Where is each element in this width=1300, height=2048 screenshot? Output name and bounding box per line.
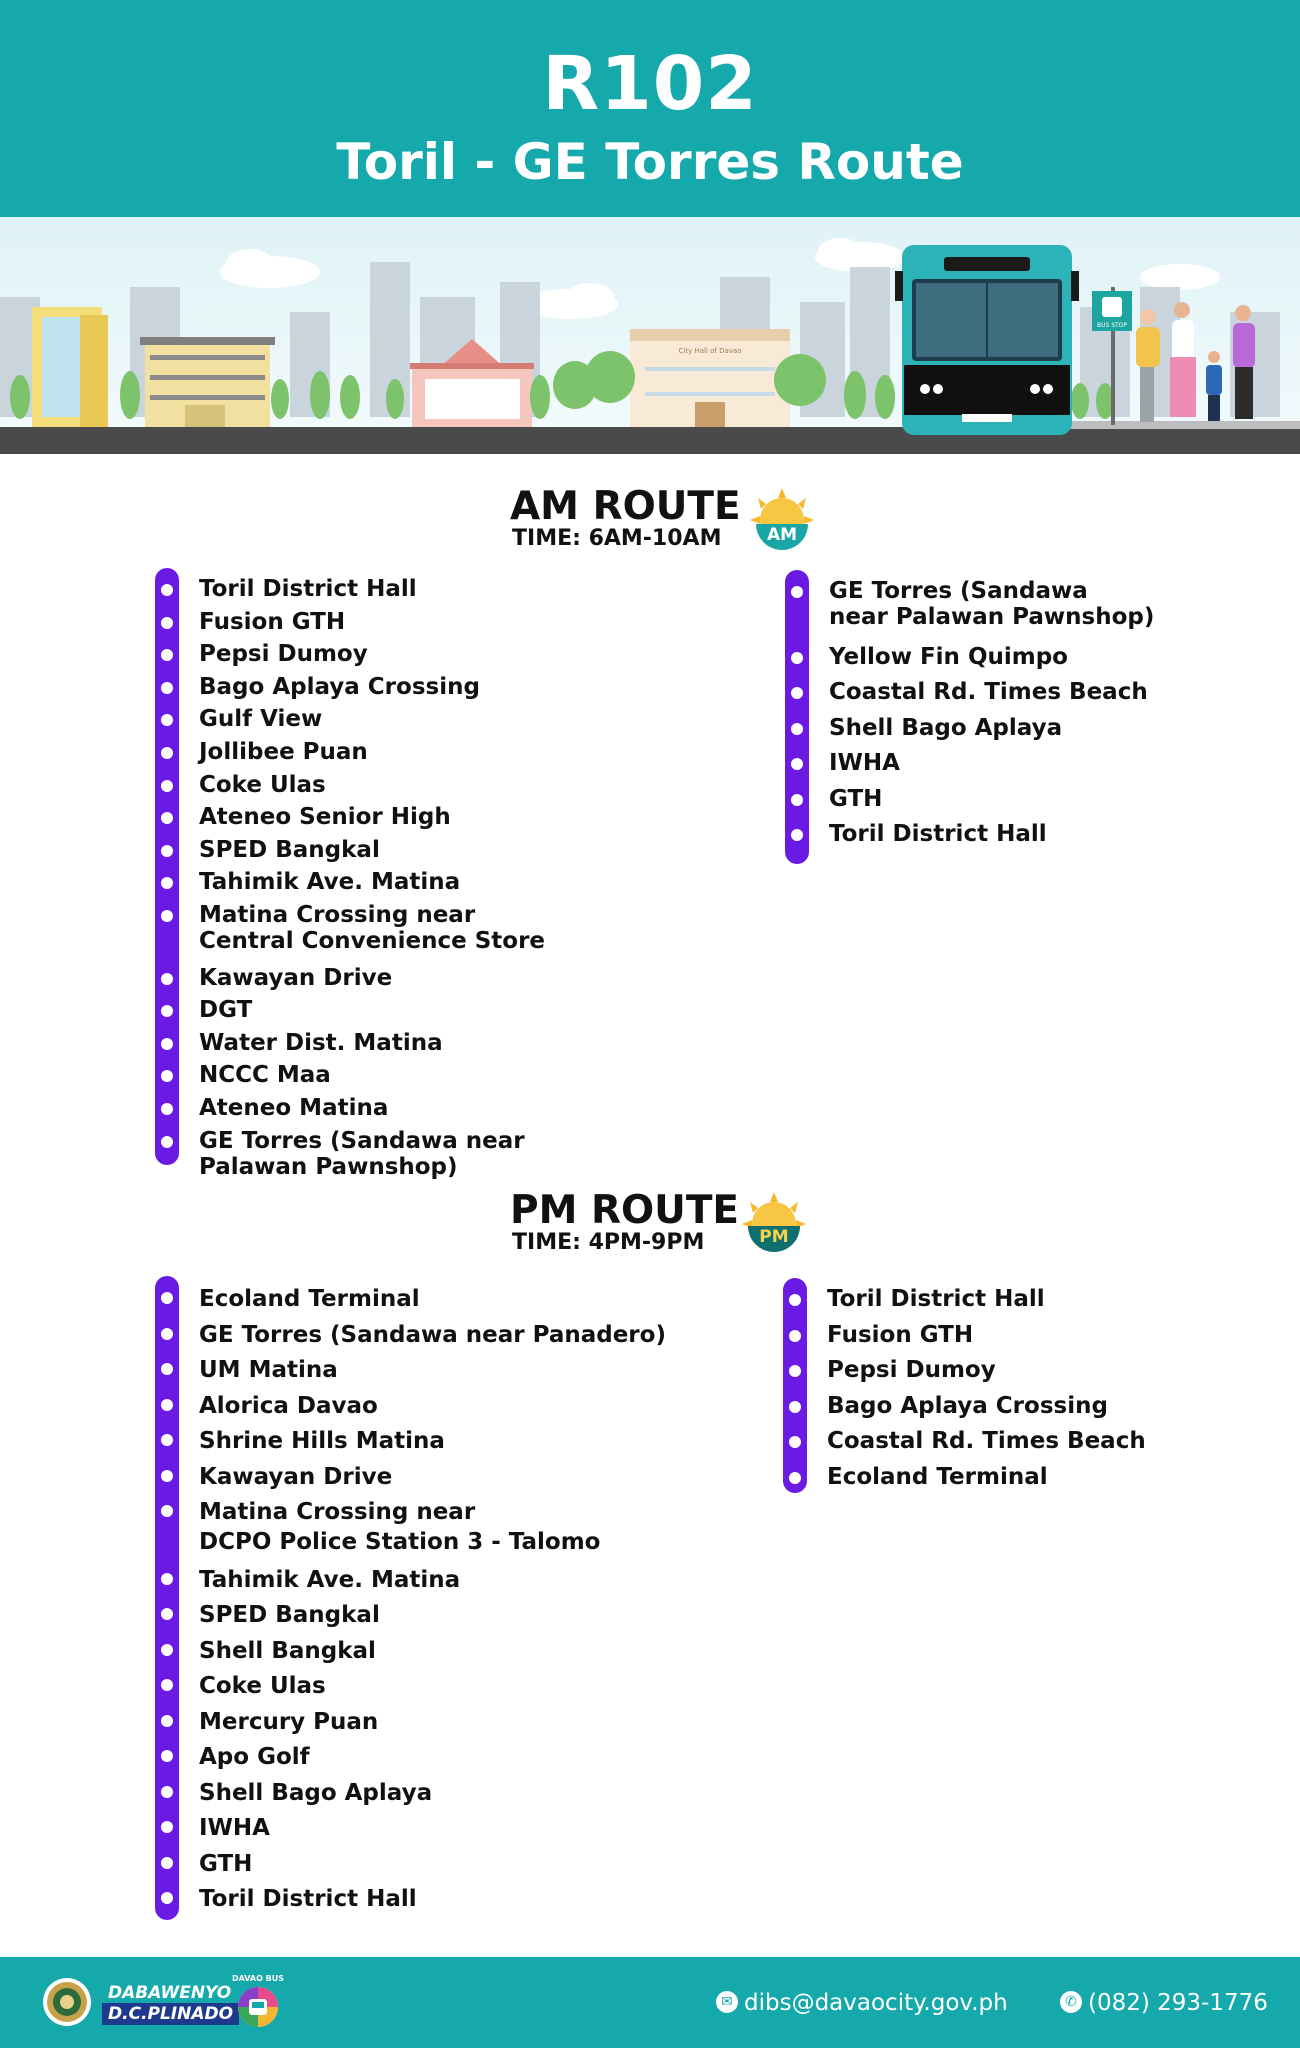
- stop-dot: [791, 723, 803, 735]
- stop-dot: [161, 910, 173, 922]
- am-return-rail: [785, 570, 809, 864]
- stop-dot: [161, 682, 173, 694]
- stop-dot: [791, 829, 803, 841]
- stop-dot: [161, 1470, 173, 1482]
- stop-dot: [161, 1292, 173, 1304]
- route-code: R102: [542, 41, 758, 127]
- stop-dot: [791, 794, 803, 806]
- stop-dot: [161, 1399, 173, 1411]
- bus-stop-sign-text: BUS STOP: [1096, 322, 1128, 329]
- stop-label: Gulf View: [199, 706, 323, 733]
- yellow-tower-building: [32, 307, 108, 427]
- stop-dot: [161, 845, 173, 857]
- stop-dot: [789, 1294, 801, 1306]
- stop-label: Pepsi Dumoy: [827, 1357, 996, 1383]
- davao-bus-logo-icon: [232, 1971, 284, 2031]
- pm-return-column: [783, 1278, 1263, 1498]
- header-banner: [0, 0, 1300, 217]
- stop-label: IWHA: [199, 1815, 270, 1841]
- pm-return-rail: [783, 1278, 807, 1493]
- stop-dot: [161, 1328, 173, 1340]
- stop-label: Pepsi Dumoy: [199, 641, 368, 668]
- stop-dot: [791, 687, 803, 699]
- stop-dot: [161, 1786, 173, 1798]
- stop-dot: [161, 1505, 173, 1517]
- am-return-column: [785, 570, 1265, 870]
- stop-dot: [161, 1644, 173, 1656]
- stop-label: Ateneo Matina: [199, 1095, 389, 1121]
- stop-label: Water Dist. Matina: [199, 1029, 443, 1056]
- am-outbound-column: [155, 568, 715, 1180]
- stop-label: Alorica Davao: [199, 1392, 378, 1419]
- bus-icon: [895, 245, 1079, 435]
- city-hall-building: [630, 329, 790, 427]
- stop-label: Shell Bangkal: [199, 1637, 376, 1664]
- stop-label: Shell Bago Aplaya: [199, 1779, 433, 1806]
- stop-dot: [789, 1401, 801, 1413]
- stop-label: GE Torres (Sandawa near Palawan Pawnshop): [829, 578, 1155, 630]
- stop-label: GE Torres (Sandawa near Palawan Pawnshop): [199, 1127, 525, 1180]
- stop-label: Coastal Rd. Times Beach: [827, 1428, 1146, 1454]
- davao-city-seal-icon: [42, 1977, 92, 2027]
- stop-label: Toril District Hall: [199, 1886, 417, 1912]
- brand-dcplinado: D.C.PLINADO: [102, 2003, 239, 2025]
- footer: [0, 1957, 1300, 2048]
- stop-label: Fusion GTH: [827, 1321, 974, 1348]
- stop-dot: [161, 780, 173, 792]
- sun-am-icon: [748, 486, 816, 554]
- stop-label: DGT: [199, 997, 253, 1024]
- sun-pm-icon: [740, 1190, 808, 1258]
- stop-label: GE Torres (Sandawa near Panadero): [199, 1321, 666, 1348]
- stop-dot: [161, 1608, 173, 1620]
- stop-label: Coke Ulas: [199, 771, 326, 798]
- stop-dot: [161, 1821, 173, 1833]
- stop-label: Tahimik Ave. Matina: [199, 869, 461, 896]
- pm-outbound-column: [155, 1276, 755, 1926]
- stop-dot: [161, 584, 173, 596]
- apartment-building: [140, 337, 275, 427]
- stop-dot: [161, 747, 173, 759]
- stop-label: NCCC Maa: [199, 1062, 331, 1089]
- am-route-heading: [510, 484, 850, 564]
- stop-label: Apo Golf: [199, 1744, 310, 1770]
- stop-dot: [161, 1038, 173, 1050]
- am-route-time: TIME: 6AM-10AM: [512, 526, 722, 551]
- stop-label: Coke Ulas: [199, 1673, 326, 1699]
- stop-dot: [161, 617, 173, 629]
- stop-label: Bago Aplaya Crossing: [827, 1392, 1108, 1419]
- mail-icon: ✉: [716, 1991, 738, 2013]
- stop-label: Ateneo Senior High: [199, 804, 451, 831]
- city-scene-svg: [0, 217, 1300, 454]
- stop-dot: [789, 1330, 801, 1342]
- stop-label: Tahimik Ave. Matina: [199, 1566, 461, 1593]
- stop-dot: [161, 973, 173, 985]
- stop-label: Fusion GTH: [199, 608, 346, 635]
- stop-dot: [789, 1472, 801, 1484]
- stop-dot: [161, 1679, 173, 1691]
- am-route-title: AM ROUTE: [510, 484, 741, 529]
- stop-dot: [789, 1436, 801, 1448]
- stop-dot: [161, 1103, 173, 1115]
- stop-dot: [161, 1136, 173, 1148]
- stop-dot: [161, 1750, 173, 1762]
- route-name: Toril - GE Torres Route: [336, 133, 964, 191]
- phone-icon: ✆: [1060, 1991, 1082, 2013]
- pm-route-title: PM ROUTE: [510, 1188, 740, 1233]
- stop-label: SPED Bangkal: [199, 836, 380, 863]
- am-badge-label: AM: [766, 525, 798, 545]
- city-scene-illustration: [0, 217, 1300, 454]
- pm-route-heading: [510, 1188, 850, 1268]
- email-link[interactable]: dibs@davaocity.gov.ph: [744, 1990, 1008, 2016]
- stop-dot: [161, 1715, 173, 1727]
- stop-label: SPED Bangkal: [199, 1602, 380, 1628]
- stop-label: Toril District Hall: [199, 576, 417, 602]
- phone-link[interactable]: (082) 293-1776: [1088, 1990, 1268, 2016]
- pm-badge-label: PM: [759, 1227, 789, 1247]
- pm-route-time: TIME: 4PM-9PM: [512, 1230, 705, 1255]
- stop-dot: [161, 1363, 173, 1375]
- davao-bus-logo-text: DAVAO BUS: [232, 1974, 284, 1983]
- stop-label: Jollibee Puan: [199, 739, 368, 765]
- stop-label: IWHA: [829, 750, 900, 776]
- stop-label: Kawayan Drive: [199, 1463, 393, 1490]
- stop-label: Toril District Hall: [827, 1286, 1045, 1312]
- city-hall-sign: City Hall of Davao: [678, 347, 742, 355]
- stop-label: GTH: [199, 1850, 253, 1877]
- brand-dabawenyo: DABAWENYO: [108, 1983, 232, 2003]
- stop-dot: [161, 1573, 173, 1585]
- sidewalk: [1070, 421, 1300, 429]
- stop-label: Shrine Hills Matina: [199, 1428, 445, 1454]
- stop-label: GTH: [829, 785, 883, 812]
- road: [0, 427, 1300, 454]
- stop-label: Matina Crossing near Central Convenience Store: [199, 902, 546, 954]
- stop-label: Shell Bago Aplaya: [829, 714, 1063, 741]
- stop-label: Toril District Hall: [829, 821, 1047, 847]
- stop-dot: [789, 1365, 801, 1377]
- stop-dot: [161, 1892, 173, 1904]
- stop-label: Ecoland Terminal: [827, 1463, 1048, 1490]
- stop-label: Matina Crossing near DCPO Police Station 3 - Talomo: [199, 1499, 601, 1555]
- stop-label: UM Matina: [199, 1357, 338, 1383]
- stop-label: Mercury Puan: [199, 1708, 379, 1735]
- stop-dot: [791, 758, 803, 770]
- stop-dot: [791, 586, 803, 598]
- stop-label: Yellow Fin Quimpo: [829, 643, 1068, 670]
- stop-label: Coastal Rd. Times Beach: [829, 679, 1148, 705]
- stop-label: Kawayan Drive: [199, 964, 393, 991]
- stop-dot: [791, 652, 803, 664]
- stop-label: Ecoland Terminal: [199, 1286, 420, 1312]
- stop-label: Bago Aplaya Crossing: [199, 673, 480, 700]
- stop-dot: [161, 1434, 173, 1446]
- stop-dot: [161, 1857, 173, 1869]
